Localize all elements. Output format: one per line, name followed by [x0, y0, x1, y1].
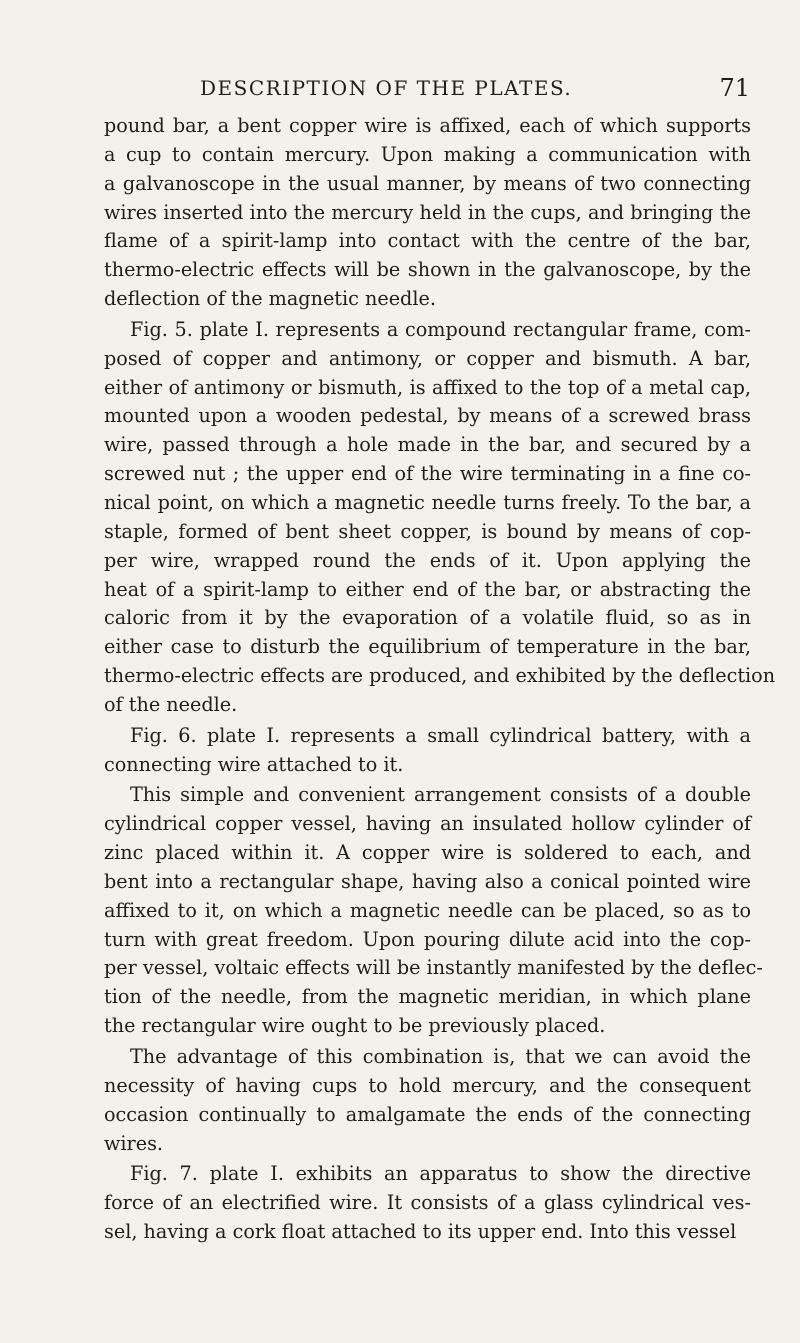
- text-line: screwed nut ; the upper end of the wire terminating in a fine co-: [104, 462, 751, 486]
- text-line: turn with great freedom. Upon pouring dilute acid into the cop-: [104, 927, 751, 951]
- text-line: flame of a spirit-lamp into contact with the centre of the bar,: [104, 229, 751, 253]
- text-line: a galvanoscope in the usual manner, by means of two connecting: [104, 171, 751, 195]
- text-line: affixed to it, on which a magnetic needle can be placed, so as to: [104, 898, 751, 922]
- paragraph: [104, 316, 776, 720]
- text-line: either case to disturb the equilibrium of temperature in the bar,: [104, 635, 751, 659]
- paragraph: [104, 722, 751, 780]
- text-line: staple, formed of bent sheet copper, is bound by means of cop-: [104, 519, 751, 543]
- text-line: occasion continually to amalgamate the ends of the connecting: [104, 1102, 751, 1126]
- text-line: wires inserted into the mercury held in the cups, and bringing the: [104, 200, 751, 224]
- text-line: heat of a spirit-lamp to either end of the bar, or abstracting the: [104, 577, 751, 601]
- text-line: either of antimony or bismuth, is affixed to the top of a metal cap,: [104, 375, 751, 399]
- paragraph: [104, 1160, 751, 1247]
- text-line: zinc placed within it. A copper wire is soldered to each, and: [104, 841, 751, 865]
- text-line: deflection of the magnetic needle.: [104, 287, 436, 311]
- text-line: sel, having a cork float attached to its upper end. Into this vessel: [104, 1220, 737, 1244]
- text-line: cylindrical copper vessel, having an insulated hollow cylinder of: [104, 812, 751, 836]
- text-line: thermo-electric effects are produced, and exhibited by the deflection: [104, 664, 776, 688]
- text-line: nical point, on which a magnetic needle turns freely. To the bar, a: [104, 490, 751, 514]
- text-line: force of an electrified wire. It consists of a glass cylindrical ves-: [104, 1191, 751, 1215]
- text-line: per vessel, voltaic effects will be instantly manifested by the deflec-: [104, 956, 763, 980]
- text-line: the rectangular wire ought to be previously placed.: [104, 1014, 606, 1038]
- page-number: 71: [719, 74, 750, 102]
- text-line: necessity of having cups to hold mercury, and the consequent: [104, 1073, 751, 1097]
- text-line: of the needle.: [104, 692, 238, 716]
- text-line: Fig. 6. plate I. represents a small cylindrical battery, with a: [130, 723, 751, 747]
- text-line: tion of the needle, from the magnetic meridian, in which plane: [104, 985, 751, 1009]
- paragraph: [104, 781, 763, 1041]
- text-line: connecting wire attached to it.: [104, 752, 404, 776]
- text-line: posed of copper and antimony, or copper and bismuth. A bar,: [104, 346, 751, 370]
- text-line: wire, passed through a hole made in the bar, and secured by a: [104, 433, 751, 457]
- text-line: thermo-electric effects will be shown in the galvanoscope, by the: [104, 258, 751, 282]
- text-line: mounted upon a wooden pedestal, by means of a screwed brass: [104, 404, 751, 428]
- text-line: pound bar, a bent copper wire is affixed, each of which supports: [104, 114, 751, 137]
- body-text: [104, 112, 776, 1247]
- text-line: The advantage of this combination is, that we can avoid the: [130, 1045, 751, 1068]
- paragraph: [104, 112, 751, 314]
- running-header: [100, 76, 750, 108]
- text-line: per wire, wrapped round the ends of it. Upon applying the: [104, 548, 751, 572]
- header-title: DESCRIPTION OF THE PLATES.: [200, 76, 573, 100]
- paragraph: [104, 1043, 751, 1158]
- text-line: Fig. 7. plate I. exhibits an apparatus to show the directive: [130, 1162, 751, 1186]
- text-line: wires.: [104, 1131, 164, 1155]
- text-line: bent into a rectangular shape, having also a conical pointed wire: [104, 869, 751, 893]
- text-line: Fig. 5. plate I. represents a compound rectangular frame, com-: [130, 317, 751, 341]
- text-line: This simple and convenient arrangement consists of a double: [130, 783, 751, 807]
- text-line: caloric from it by the evaporation of a volatile fluid, so as in: [104, 606, 751, 630]
- text-line: a cup to contain mercury. Upon making a communication with: [104, 142, 751, 166]
